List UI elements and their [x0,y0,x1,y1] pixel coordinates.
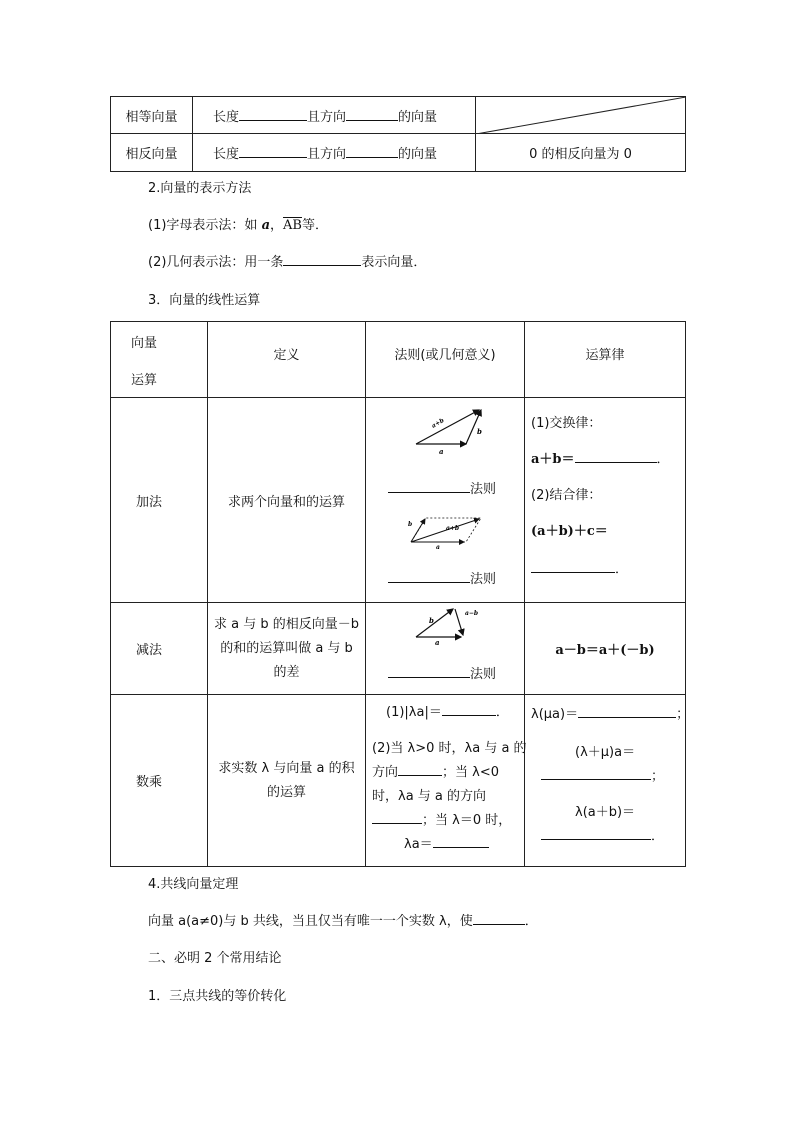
fill-blank [283,252,361,266]
fill-blank [578,704,676,718]
law-expression: (λ＋μ)a＝ [575,745,636,760]
header-text: 运算 [130,372,157,388]
section-title: 3．向量的线性运算 [148,293,261,308]
rule-line: 时，λa 与 a 的方向 [372,789,487,804]
fill-blank [388,664,470,678]
text: 向量 a(a≠0)与 b 共线，当且仅当有唯一一个实数 λ，使 [148,914,473,929]
rule-line [372,761,499,780]
operation-rules [366,398,525,603]
law-expression: λ(a＋b)＝ [575,805,636,820]
row-definition [193,134,476,172]
subsection-title: 1．三点共线的等价转化 [148,989,287,1004]
law-expression [531,558,628,577]
triangle-rule-diagram [411,404,491,454]
operation-definition [208,603,366,695]
text: 的和的运算叫做 a 与 b [220,640,353,656]
fill-blank [442,702,496,716]
fill-blank [372,810,422,824]
text: (1)字母表示法：如 [148,218,258,233]
law-expression [541,765,664,784]
text: ． [615,562,629,577]
text: 且方向 [307,147,347,162]
fill-blank [239,107,307,121]
text: λa＝ [404,837,433,852]
table-row [111,97,686,134]
paragraph [148,214,328,233]
law-expression [541,825,664,844]
row-name: 相等向量 [111,97,193,134]
linear-operations-table [110,321,690,867]
text: 求 a 与 b 的相反向量－b [214,616,359,632]
text: 长度 [213,109,240,125]
fill-blank [346,107,398,121]
fill-blank [398,762,442,776]
text: 法则 [470,667,497,682]
header-text: 向量 [130,335,157,351]
fill-blank [541,766,651,780]
text: ；当 λ＝0 时， [422,813,512,828]
text: (2)几何表示法：用一条 [148,255,284,270]
text: 等． [301,218,328,233]
operation-definition: 求两个向量和的运算 [208,398,366,603]
operation-rules [366,603,525,695]
operation-laws [525,695,690,867]
text: 法则 [470,482,497,497]
table-row-scalar [111,695,686,867]
rule-line [388,478,496,497]
fill-blank [239,144,307,158]
law-title: (2)结合律： [531,488,602,503]
text: ． [495,705,509,720]
fill-blank [575,449,657,463]
subtraction-rule-diagram [411,605,491,645]
rule-line [388,663,496,682]
fill-blank [473,911,525,925]
vector-ab: $\overline{AB}$ [283,218,302,233]
text: (1)|λa|＝ [386,705,442,720]
section-title: 2.向量的表示方法 [148,181,252,196]
vector-a: a [261,218,270,233]
law-expression [531,520,608,539]
operation-law [525,603,686,695]
table-header-row [111,322,686,398]
operation-laws [525,398,686,603]
text: 求实数 λ 与向量 a 的积 [218,760,355,776]
header-cell: 法则(或几何意义) [366,322,525,398]
section-title: 二、必明 2 个常用结论 [148,951,282,966]
section-title: 4.共线向量定理 [148,877,239,892]
paragraph [148,251,426,270]
text: (a＋b)＋c＝ [531,524,608,539]
text: a＋b＝ [531,452,575,467]
operation-definition [208,695,366,867]
parallelogram-rule-diagram [406,514,486,550]
header-cell [111,322,208,398]
row-name: 相反向量 [111,134,193,172]
label-sum: a+b [446,525,460,532]
label-sum: a+b [430,417,446,430]
text: 表示向量． [361,255,427,270]
row-definition [193,97,476,134]
rule-line [388,568,496,587]
text: 方向 [372,765,399,780]
label-b: b [408,521,413,528]
text: ， [270,218,284,233]
law-title: (1)交换律： [531,416,602,431]
text: 的向量 [398,109,438,125]
text: ． [656,452,670,467]
table-row-addition [111,398,686,603]
paragraph [148,910,538,929]
text: 的向量 [398,147,438,162]
operation-name: 数乘 [111,695,208,867]
text: 法则 [470,572,497,587]
text: ； [676,707,690,722]
table-row [111,134,686,172]
fill-blank [541,826,651,840]
label-a: a [435,638,440,645]
text: λ(μa)＝ [531,707,579,722]
fill-blank [388,569,470,583]
rule-line [386,701,509,720]
text: 长度 [213,147,240,162]
fill-blank [346,144,398,158]
header-cell: 定义 [208,322,366,398]
text: 的运算 [266,784,306,800]
rule-line [404,833,489,852]
label-a: a [436,544,440,550]
table-row-subtraction [111,603,686,695]
label-b: b [429,616,434,625]
header-cell: 运算律 [525,322,686,398]
fill-blank [433,834,489,848]
operation-name: 减法 [111,603,208,695]
law-expression: a－b＝a＋(－b) [555,643,655,658]
rule-line: (2)当 λ>0 时，λa 与 a 的 [372,741,527,756]
diagonal-line [476,97,686,134]
text: 的差 [273,664,300,680]
rule-line [372,809,511,828]
operation-name: 加法 [111,398,208,603]
label-diff: a−b [465,610,479,617]
text: ；当 λ<0 [442,765,500,780]
diagonal-cell [476,97,686,134]
fill-blank [388,479,470,493]
fill-blank [531,559,615,573]
operation-rules [366,695,525,867]
label-a: a [439,447,444,454]
row-note: 0 的相反向量为 0 [476,134,686,172]
law-expression [531,448,670,467]
vector-types-table [110,96,686,172]
text: ． [524,914,538,929]
text: ； [651,769,665,784]
label-b: b [477,427,482,436]
law-expression [531,703,689,722]
text: 且方向 [307,109,347,125]
text: ． [651,829,665,844]
